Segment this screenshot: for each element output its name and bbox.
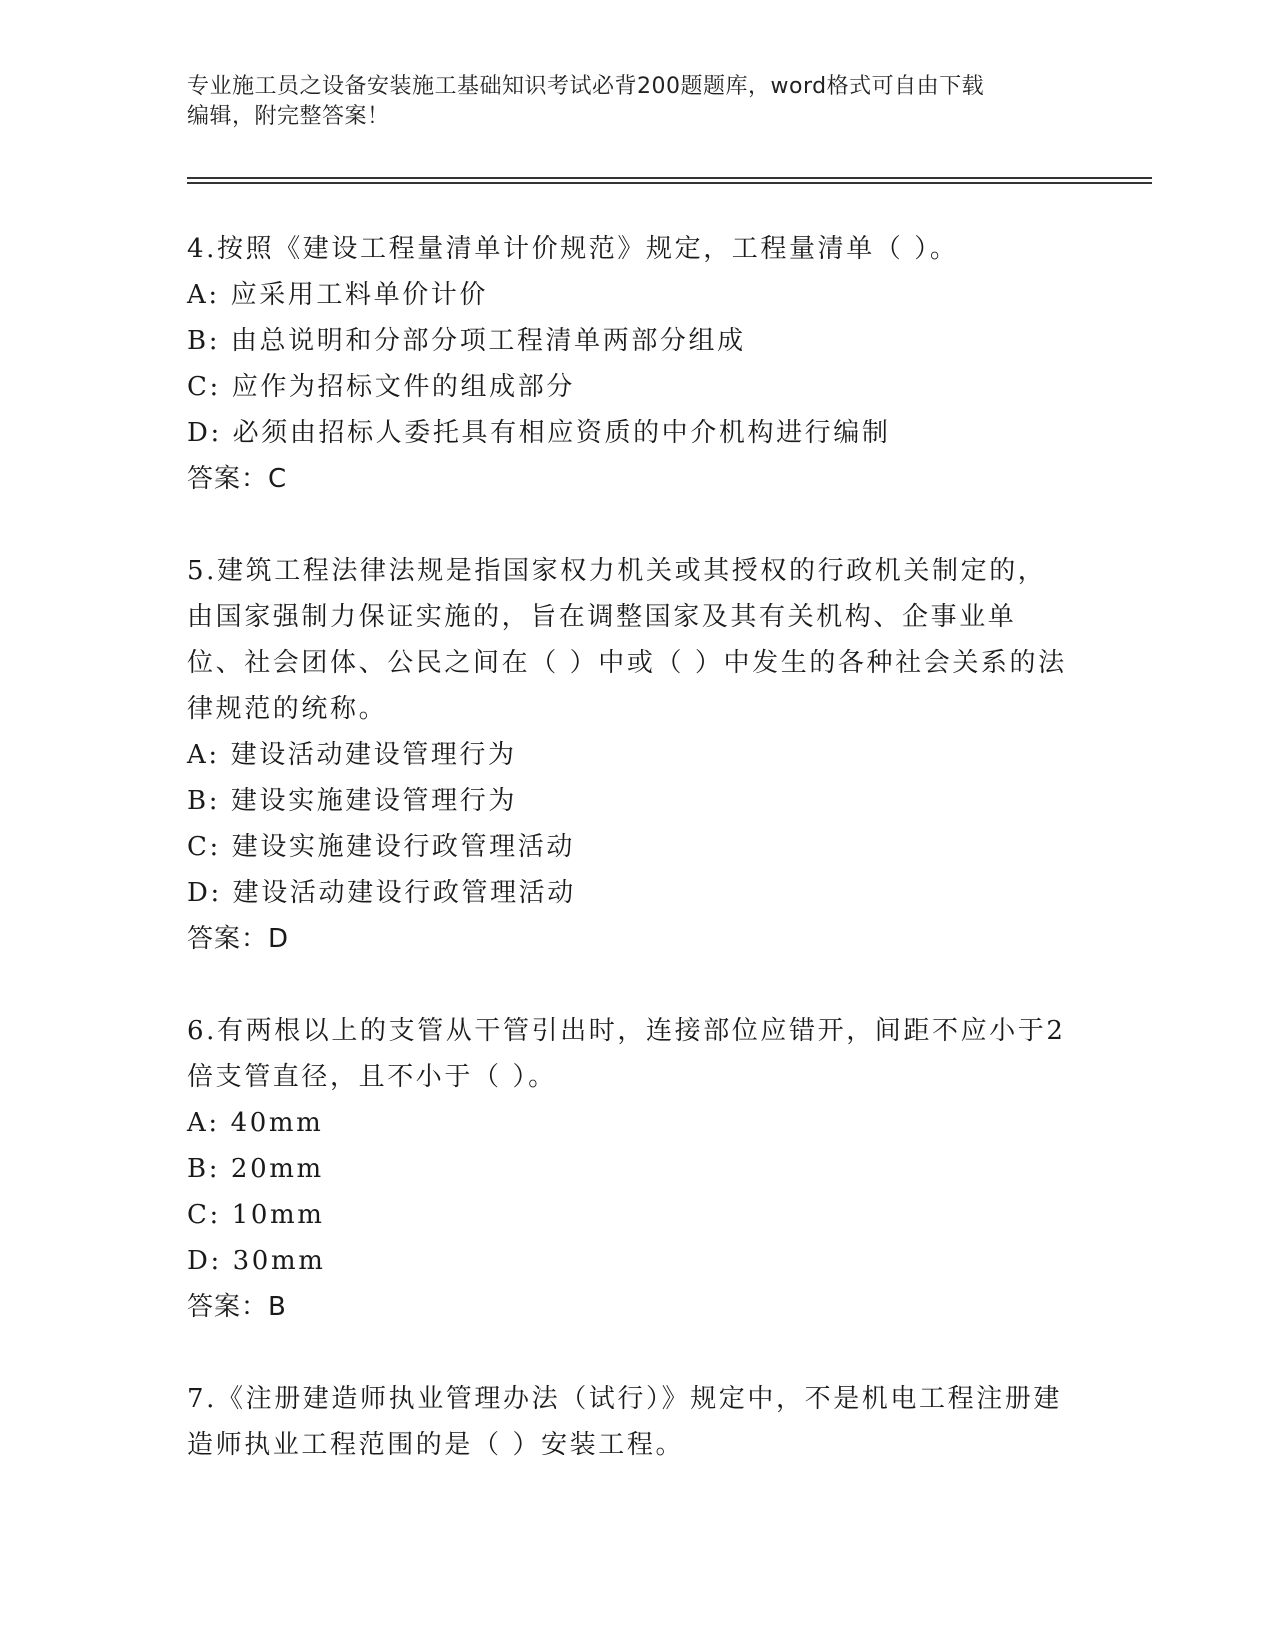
question-stem: 5.建筑工程法律法规是指国家权力机关或其授权的行政机关制定的，由国家强制力保证实施的，旨在调整国家及其有关机构、企事业单位、社会团体、公民之间在（ ）中或（ ）中发生的各种社会关系的法律规范的统称。	[187, 556, 1067, 724]
option-d: D: 30mm	[187, 1246, 326, 1276]
question-5	[187, 548, 1187, 962]
question-stem: 6.有两根以上的支管从干管引出时，连接部位应错开，间距不应小于2倍支管直径，且不小于（ ）。	[187, 1016, 1066, 1092]
option-a: A: 建设活动建设管理行为	[187, 740, 517, 770]
question-7	[187, 1376, 1187, 1468]
header-divider-top	[187, 177, 1152, 179]
answer-line: 答案：C	[187, 464, 288, 494]
option-c: C: 10mm	[187, 1200, 325, 1230]
question-6	[187, 1008, 1187, 1330]
header-title-line-2: 编辑，附完整答案！	[187, 104, 390, 129]
option-a: A: 40mm	[187, 1108, 324, 1138]
question-list	[187, 226, 1187, 1514]
answer-line: 答案：D	[187, 924, 290, 954]
option-b: B: 20mm	[187, 1154, 324, 1184]
header-title-line-1: 专业施工员之设备安装施工基础知识考试必背200题题库，word格式可自由下载	[187, 74, 985, 99]
question-4	[187, 226, 1187, 502]
option-b: B: 建设实施建设管理行为	[187, 786, 517, 816]
option-c: C: 建设实施建设行政管理活动	[187, 832, 575, 862]
question-stem: 7.《注册建造师执业管理办法（试行）》规定中，不是机电工程注册建造师执业工程范围的是（ ）安装工程。	[187, 1384, 1063, 1460]
question-stem: 4.按照《建设工程量清单计价规范》规定，工程量清单（ ）。	[187, 234, 959, 264]
option-d: D: 建设活动建设行政管理活动	[187, 878, 576, 908]
header-divider-bottom	[187, 182, 1152, 184]
option-c: C: 应作为招标文件的组成部分	[187, 372, 575, 402]
option-b: B: 由总说明和分部分项工程清单两部分组成	[187, 326, 746, 356]
option-d: D: 必须由招标人委托具有相应资质的中介机构进行编制	[187, 418, 891, 448]
page-header	[187, 72, 1087, 132]
option-a: A: 应采用工料单价计价	[187, 280, 489, 310]
answer-line: 答案：B	[187, 1292, 287, 1322]
